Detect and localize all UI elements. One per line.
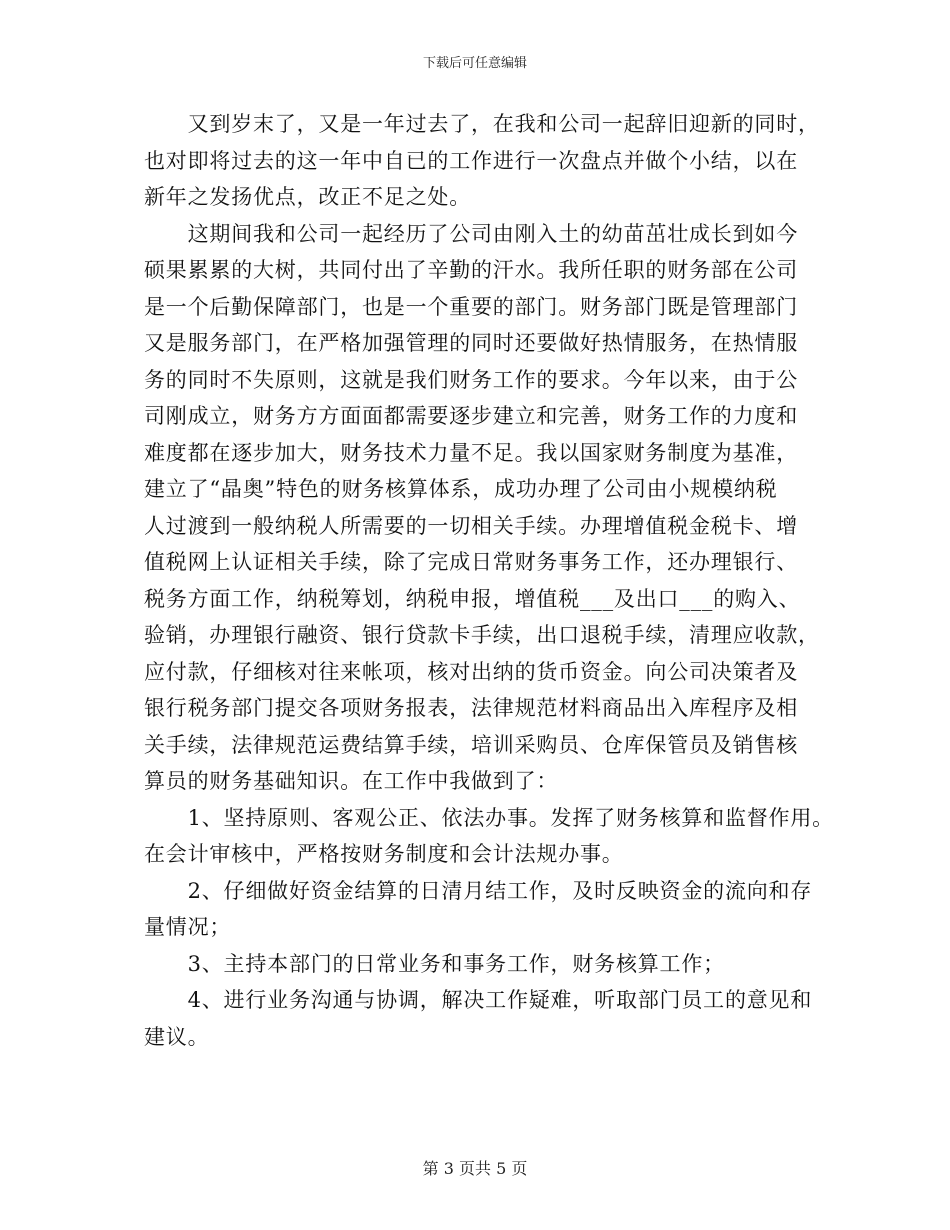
body-line: 也对即将过去的这一年中自已的工作进行一次盘点并做个小结，以在 <box>144 148 798 173</box>
body-line: 应付款，仔细核对往来帐项，核对出纳的货币资金。向公司决策者及 <box>144 659 798 684</box>
body-line: 税务方面工作，纳税筹划，纳税申报，增值税___及出口___的购入、 <box>144 586 801 611</box>
body-line: 又是服务部门，在严格加强管理的同时还要做好热情服务，在热情服 <box>144 331 798 355</box>
body-line: 务的同时不失原则，这就是我们财务工作的要求。今年以来，由于公 <box>144 367 798 392</box>
body-line: 2、仔细做好资金结算的日清月结工作，及时反映资金的流向和存 <box>144 878 813 903</box>
body-line: 3、主持本部门的日常业务和事务工作，财务核算工作； <box>144 951 725 976</box>
page-number: 第 3 页共 5 页 <box>422 1159 528 1178</box>
body-line: 人过渡到一般纳税人所需要的一切相关手续。办理增值税金税卡、增 <box>144 513 798 538</box>
page-header: 下载后可任意编辑 <box>422 56 527 71</box>
body-line: 算员的财务基础知识。在工作中我做到了： <box>144 769 559 793</box>
body-line: 是一个后勤保障部门，也是一个重要的部门。财务部门既是管理部门 <box>144 294 798 319</box>
body-line: 1、坚持原则、客观公正、依法办事。发挥了财务核算和监督作用。 <box>144 805 834 830</box>
body-line: 又到岁末了，又是一年过去了，在我和公司一起辞旧迎新的同时， <box>144 112 820 136</box>
body-line: 关手续，法律规范运费结算手续，培训采购员、仓库保管员及销售核 <box>144 732 798 757</box>
body-line: 在会计审核中，严格按财务制度和会计法规办事。 <box>144 842 624 866</box>
body-line: 验销，办理银行融资、银行贷款卡手续，出口退税手续，清理应收款， <box>144 623 820 647</box>
body-line: 量情况； <box>144 915 232 939</box>
body-line: 司刚成立，财务方方面面都需要逐步建立和完善，财务工作的力度和 <box>144 404 798 428</box>
body-line: 难度都在逐步加大，财务技术力量不足。我以国家财务制度为基准， <box>144 440 798 465</box>
body-line: 硕果累累的大树，共同付出了辛勤的汗水。我所任职的财务部在公司 <box>144 258 798 282</box>
body-line: 建议。 <box>144 1024 210 1049</box>
document-body <box>144 106 834 1055</box>
body-line: 银行税务部门提交各项财务报表，法律规范材料商品出入库程序及相 <box>144 696 798 720</box>
body-line: 建立了“晶奥”特色的财务核算体系，成功办理了公司由小规模纳税 <box>144 477 778 501</box>
body-line: 值税网上认证相关手续，除了完成日常财务事务工作，还办理银行、 <box>144 550 798 574</box>
body-line: 这期间我和公司一起经历了公司由刚入土的幼苗茁壮成长到如今 <box>144 221 798 246</box>
body-line: 新年之发扬优点，改正不足之处。 <box>144 185 471 209</box>
body-line: 4、进行业务沟通与协调，解决工作疑难，听取部门员工的意见和 <box>144 988 813 1012</box>
